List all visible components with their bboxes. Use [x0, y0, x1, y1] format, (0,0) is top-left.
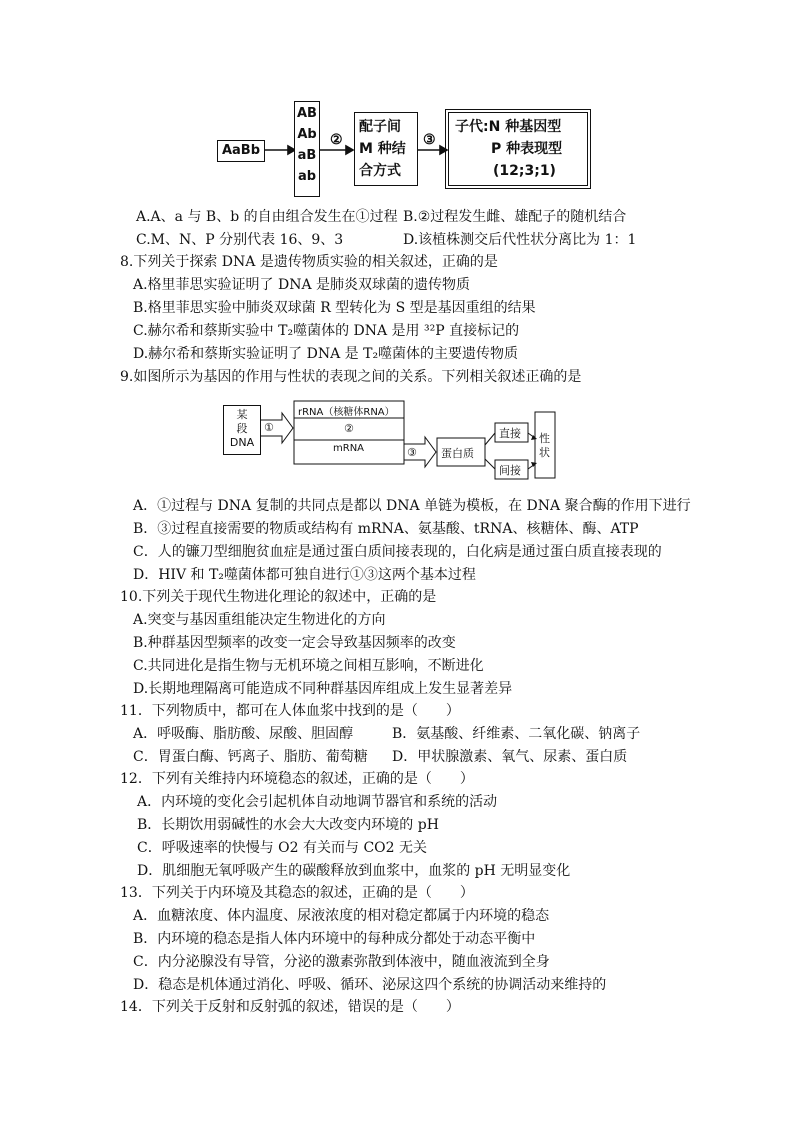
q11-option-b: B．氨基酸、纤维素、二氧化碳、钠离子	[392, 726, 641, 742]
q10-stem: 10.下列关于现代生物进化理论的叙述中，正确的是	[120, 589, 437, 605]
q10-option-b: B.种群基因型频率的改变一定会导致基因频率的改变	[133, 635, 456, 651]
q7-option-b: B.②过程发生雌、雄配子的随机结合	[403, 209, 627, 225]
q13-option-b: B．内环境的稳态是指人体内环境中的每种成分都处于动态平衡中	[133, 931, 536, 947]
q7-option-a: A.A、a 与 B、b 的自由组合发生在①过程	[136, 209, 398, 225]
gene-label: 段	[236, 422, 248, 435]
mrna-label: mRNA	[333, 443, 365, 454]
step-label-3: ③	[423, 132, 436, 148]
combination-line: 配子间	[359, 119, 401, 135]
q7-option-d: D.该植株测交后代性状分离比为 1：1	[403, 232, 637, 248]
q8-option-c: C.赫尔希和蔡斯实验中 T₂噬菌体的 DNA 是用 ³²P 直接标记的	[133, 323, 520, 339]
direct-label: 直接	[499, 427, 521, 440]
q11-stem: 11．下列物质中，都可在人体血浆中找到的是（ ）	[120, 703, 460, 719]
q9-option-b: B．③过程直接需要的物质或结构有 mRNA、氨基酸、tRNA、核糖体、酶、ATP	[133, 521, 639, 537]
q9-option-a: A．①过程与 DNA 复制的共同点是都以 DNA 单链为模板，在 DNA 聚合酶的作用下进行	[133, 498, 691, 514]
q11-option-a: A．呼吸酶、脂肪酸、尿酸、胆固醇	[133, 726, 354, 742]
q13-option-a: A．血糖浓度、体内温度、尿液浓度的相对稳定都属于内环境的稳态	[133, 908, 550, 924]
q13-stem: 13．下列关于内环境及其稳态的叙述，正确的是（ ）	[120, 885, 474, 901]
q13-option-c: C．内分泌腺没有导管，分泌的激素弥散到体液中，随血液流到全身	[133, 954, 550, 970]
q9-option-c: C．人的镰刀型细胞贫血症是通过蛋白质间接表现的，白化病是通过蛋白质直接表现的	[133, 544, 662, 560]
offspring-ratio: (12;3;1)	[493, 163, 556, 179]
q10-option-d: D.长期地理隔离可能造成不同种群基因库组成上发生显著差异	[133, 681, 513, 697]
q12-stem: 12．下列有关维持内环境稳态的叙述，正确的是（ ）	[120, 771, 474, 787]
step-label-2: ②	[330, 132, 343, 148]
gamete: ab	[297, 169, 317, 184]
combination-line: M 种结	[359, 141, 406, 157]
diagram2-arrows	[0, 0, 794, 500]
gene-segment-box	[223, 405, 261, 455]
offspring-genotypes: 子代:N 种基因型	[455, 119, 562, 135]
q12-option-a: A．内环境的变化会引起机体自动地调节器官和系统的活动	[137, 794, 498, 810]
rrna-label: rRNA（核糖体RNA）	[298, 407, 395, 418]
combination-line: 合方式	[359, 163, 401, 179]
trait-label	[539, 432, 550, 460]
trait-char: 状	[539, 446, 550, 459]
q8-option-a: A.格里菲思实验证明了 DNA 是肺炎双球菌的遗传物质	[133, 277, 471, 293]
q12-option-c: C．呼吸速率的快慢与 O2 有关而与 CO2 无关	[137, 840, 427, 856]
parent-genotype: AaBb	[221, 143, 261, 158]
trait-char: 性	[539, 432, 550, 445]
q10-option-a: A.突变与基因重组能决定生物进化的方向	[133, 612, 386, 628]
q11-option-c: C．胃蛋白酶、钙离子、脂肪、葡萄糖	[133, 749, 368, 765]
indirect-label: 间接	[499, 464, 521, 477]
q12-option-b: B．长期饮用弱碱性的水会大大改变内环境的 pH	[137, 817, 439, 833]
step-1-label: ①	[264, 421, 274, 434]
q13-option-d: D．稳态是机体通过消化、呼吸、循环、泌尿这四个系统的协调活动来维持的	[133, 977, 607, 993]
step-3-label: ③	[407, 446, 417, 459]
offspring-phenotypes: P 种表现型	[491, 141, 563, 157]
q8-option-b: B.格里菲思实验中肺炎双球菌 R 型转化为 S 型是基因重组的结果	[133, 300, 536, 316]
gamete: aB	[297, 148, 317, 163]
q10-option-c: C.共同进化是指生物与无机环境之间相互影响，不断进化	[133, 658, 484, 674]
q11-option-d: D．甲状腺激素、氧气、尿素、蛋白质	[392, 749, 628, 765]
q9-stem: 9.如图所示为基因的作用与性状的表现之间的关系。下列相关叙述正确的是	[120, 369, 582, 385]
q8-option-d: D.赫尔希和蔡斯实验证明了 DNA 是 T₂噬菌体的主要遗传物质	[133, 346, 519, 362]
gene-label: 某	[236, 408, 248, 421]
gene-label: DNA	[229, 436, 255, 449]
q8-stem: 8.下列关于探索 DNA 是遗传物质实验的相关叙述，正确的是	[120, 254, 498, 270]
protein-label: 蛋白质	[441, 447, 474, 460]
step-2-label: ②	[344, 422, 354, 435]
q14-stem: 14．下列关于反射和反射弧的叙述，错误的是（ ）	[120, 999, 460, 1015]
gamete: AB	[297, 106, 317, 121]
q7-option-c: C.M、N、P 分别代表 16、9、3	[136, 232, 344, 248]
q12-option-d: D．肌细胞无氧呼吸产生的碳酸释放到血浆中，血浆的 pH 无明显变化	[137, 863, 571, 879]
gamete: Ab	[297, 127, 317, 142]
q9-option-d: D．HIV 和 T₂噬菌体都可独自进行①③这两个基本过程	[133, 567, 476, 583]
